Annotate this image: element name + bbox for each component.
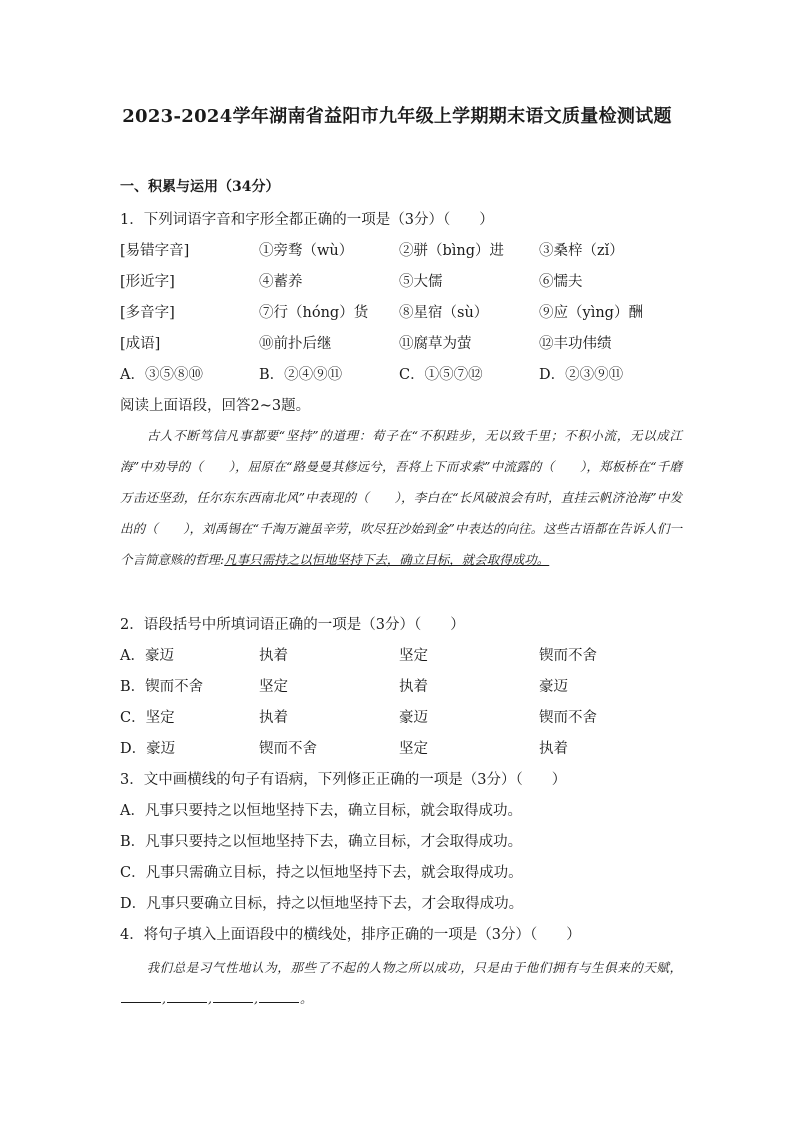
q2-cell: 锲而不舍 [259,741,317,757]
blank-1 [121,990,161,1003]
q1-cell: ⑤大儒 [399,274,443,290]
q1-cell: ①旁骛（wù） [259,243,354,259]
q2-cell: B．锲而不舍 [120,679,204,695]
q2-cell: 坚定 [399,741,428,757]
reading-intro: 阅读上面语段，回答2~3题。 [120,398,311,414]
q2-cell: 执着 [539,741,568,757]
q2-cell: 豪迈 [539,679,568,695]
question-2-stem: 2．语段括号中所填词语正确的一项是（3分）（ ） [120,617,465,633]
q2-cell: 锲而不舍 [539,648,597,664]
q2-cell: 执着 [259,710,288,726]
q1-cell: ⑥懦夫 [539,274,583,290]
q1-cell: [易错字音] [120,243,190,259]
q3-option-c: C．凡事只需确立目标，持之以恒地坚持下去，就会取得成功。 [120,865,523,881]
q1-cell: ⑦行（hóng）货 [259,305,369,321]
passage-text: 古人不断笃信凡事都要“坚持”的道理：荀子在“不积跬步，无以致千里；不积小流，无以成江海”中劝导的（ ），屈原在“路曼曼其修远兮，吾将上下而求索”中流露的（ ），郑板桥在“千磨万击还坚劲，任尔东东西南北风”中表现的（ ），李白在“长风破浪会有时，直挂云帆济沧海”中发出的（ ），刘禹锡在“千淘万漉虽辛劳，吹尽狂沙始到金”中表达的向往。这些古语都在告诉人们一个言简意赅的哲理: [120,428,682,567]
q2-cell: 坚定 [259,679,288,695]
q1-cell: ⑧星宿（sù） [399,305,489,321]
q1-option-d: D．②③⑨⑪ [539,367,624,383]
q1-option-b: B．②④⑨⑪ [259,367,343,383]
question-1-stem: 1．下列词语字音和字形全都正确的一项是（3分）（ ） [120,212,494,228]
question-3-stem: 3．文中画横线的句子有语病，下列修正正确的一项是（3分）（ ） [120,772,567,788]
q3-option-d: D．凡事只要确立目标，持之以恒地坚持下去，才会取得成功。 [120,896,524,912]
q1-option-c: C．①⑤⑦⑫ [399,367,483,383]
q1-cell: ⑩前扑后继 [259,336,332,352]
q2-cell: 执着 [399,679,428,695]
q1-cell: [成语] [120,336,161,352]
passage-underlined-sentence: 凡事只需持之以恒地坚持下去，确立目标，就会取得成功。 [224,552,550,567]
q2-cell: 执着 [259,648,288,664]
reading-passage [120,420,682,575]
q3-option-b: B．凡事只要持之以恒地坚持下去，确立目标，才会取得成功。 [120,834,523,850]
q2-cell: A．豪迈 [120,648,174,664]
q1-cell: ④蓄养 [259,274,303,290]
q1-cell: [多音字] [120,305,175,321]
q2-cell: C．坚定 [120,710,175,726]
q4-passage-text: 我们总是习气性地认为，那些了不起的人物之所以成功，只是由于他们拥有与生俱来的天赋， [146,960,682,975]
blank-3 [213,990,253,1003]
blank-4 [259,990,299,1003]
q1-cell: ⑫丰功伟绩 [539,336,612,352]
blank-2 [167,990,207,1003]
q1-cell: ②骈（bìng）进 [399,243,505,259]
q1-cell: ③桑梓（zǐ） [539,243,624,259]
q1-cell: ⑪腐草为萤 [399,336,472,352]
section-heading: 一、积累与运用（34分） [120,179,280,195]
q2-cell: 豪迈 [399,710,428,726]
q1-cell: [形近字] [120,274,175,290]
q3-option-a: A．凡事只要持之以恒地坚持下去，确立目标，就会取得成功。 [120,803,522,819]
q4-passage-end: 。 [299,991,313,1006]
q2-cell: 坚定 [399,648,428,664]
question-4-stem: 4．将句子填入上面语段中的横线处，排序正确的一项是（3分）（ ） [120,927,581,943]
q1-cell: ⑨应（yìng）酬 [539,305,643,321]
q2-cell: 锲而不舍 [539,710,597,726]
q4-passage: 我们总是习气性地认为，那些了不起的人物之所以成功，只是由于他们拥有与生俱来的天赋，, , , 。 [120,952,682,1014]
q1-option-a: A．③⑤⑧⑩ [120,367,203,383]
q2-cell: D．豪迈 [120,741,176,757]
page-title: 2023-2024学年湖南省益阳市九年级上学期期末语文质量检测试题 [122,106,672,127]
